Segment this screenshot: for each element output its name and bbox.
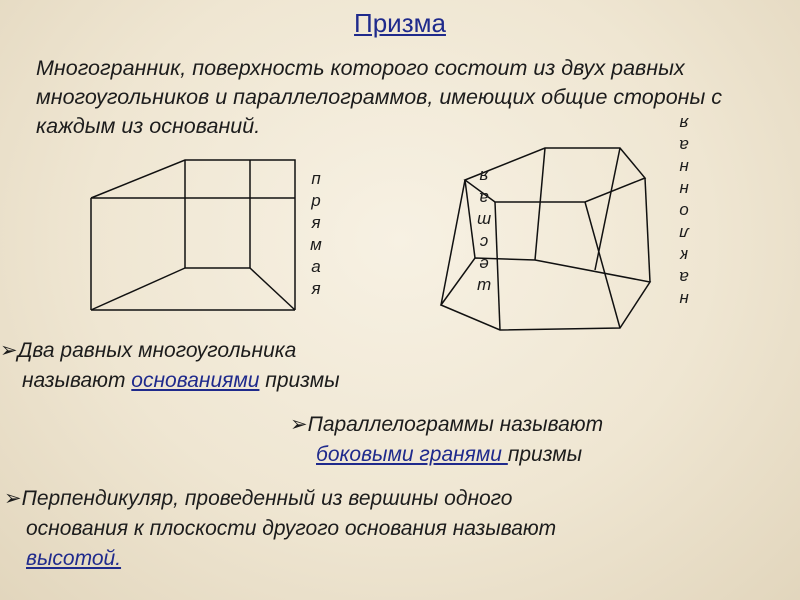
straight-prism-label <box>308 168 324 300</box>
straight-prism-diagram <box>85 150 315 320</box>
term-bases: основаниями <box>131 369 260 392</box>
bullet-text: призмы <box>259 369 340 392</box>
label-letter: с <box>479 233 489 252</box>
label-letter: ш <box>476 277 492 296</box>
label-letter: к <box>679 246 689 265</box>
label-letter: я <box>479 167 489 186</box>
oblique-prism-label <box>676 112 692 310</box>
bullet-arrow-icon: ➢ <box>290 413 308 436</box>
bullet-bases <box>0 336 520 396</box>
label-letter: а <box>679 136 689 155</box>
bullet-arrow-icon: ➢ <box>0 339 18 362</box>
label-letter: л <box>679 224 689 243</box>
term-lateral-faces: боковыми гранями <box>316 443 508 466</box>
bullet-text: Перпендикуляр, проведенный из вершины одного <box>21 487 513 510</box>
prism-top-edges <box>91 160 295 198</box>
label-letter: п <box>311 169 321 188</box>
label-letter: н <box>679 158 689 177</box>
term-height: высотой. <box>26 547 122 570</box>
label-letter: р <box>311 191 321 210</box>
prism-bottom-diagonal <box>91 268 185 310</box>
bullet-text: называют <box>22 369 132 392</box>
oblique-prism-diagram <box>435 140 665 340</box>
oblique-small-label <box>476 165 492 297</box>
prism-bottom-right <box>250 268 295 310</box>
bullet-height <box>4 484 794 574</box>
label-letter: я <box>311 213 321 232</box>
prism-bottom-hexagon <box>441 258 650 330</box>
bullet-text: Два равных многоугольника <box>17 339 297 362</box>
label-letter: я <box>311 279 321 298</box>
label-letter: а <box>311 257 321 276</box>
label-letter: н <box>679 290 689 309</box>
label-letter: о <box>679 202 689 221</box>
label-letter: е <box>479 255 489 274</box>
label-letter: а <box>479 189 489 208</box>
label-letter: н <box>679 180 689 199</box>
bullet-text: Параллелограммы называют <box>307 413 604 436</box>
bullet-text: основания к плоскости другого основания называют <box>26 517 557 540</box>
page-title: Призма <box>354 8 446 38</box>
prism-definition: Многогранник, поверхность которого состоит из двух равных многоугольников и параллелограммов, имеющих общие стороны с каждым из оснований. <box>36 56 723 138</box>
label-letter: я <box>679 114 689 133</box>
label-letter: т <box>476 211 492 230</box>
label-letter: а <box>679 268 689 287</box>
label-letter: м <box>310 235 322 254</box>
bullet-lateral-faces <box>290 410 770 470</box>
bullet-arrow-icon: ➢ <box>4 487 22 510</box>
bullet-text: призмы <box>507 443 583 466</box>
